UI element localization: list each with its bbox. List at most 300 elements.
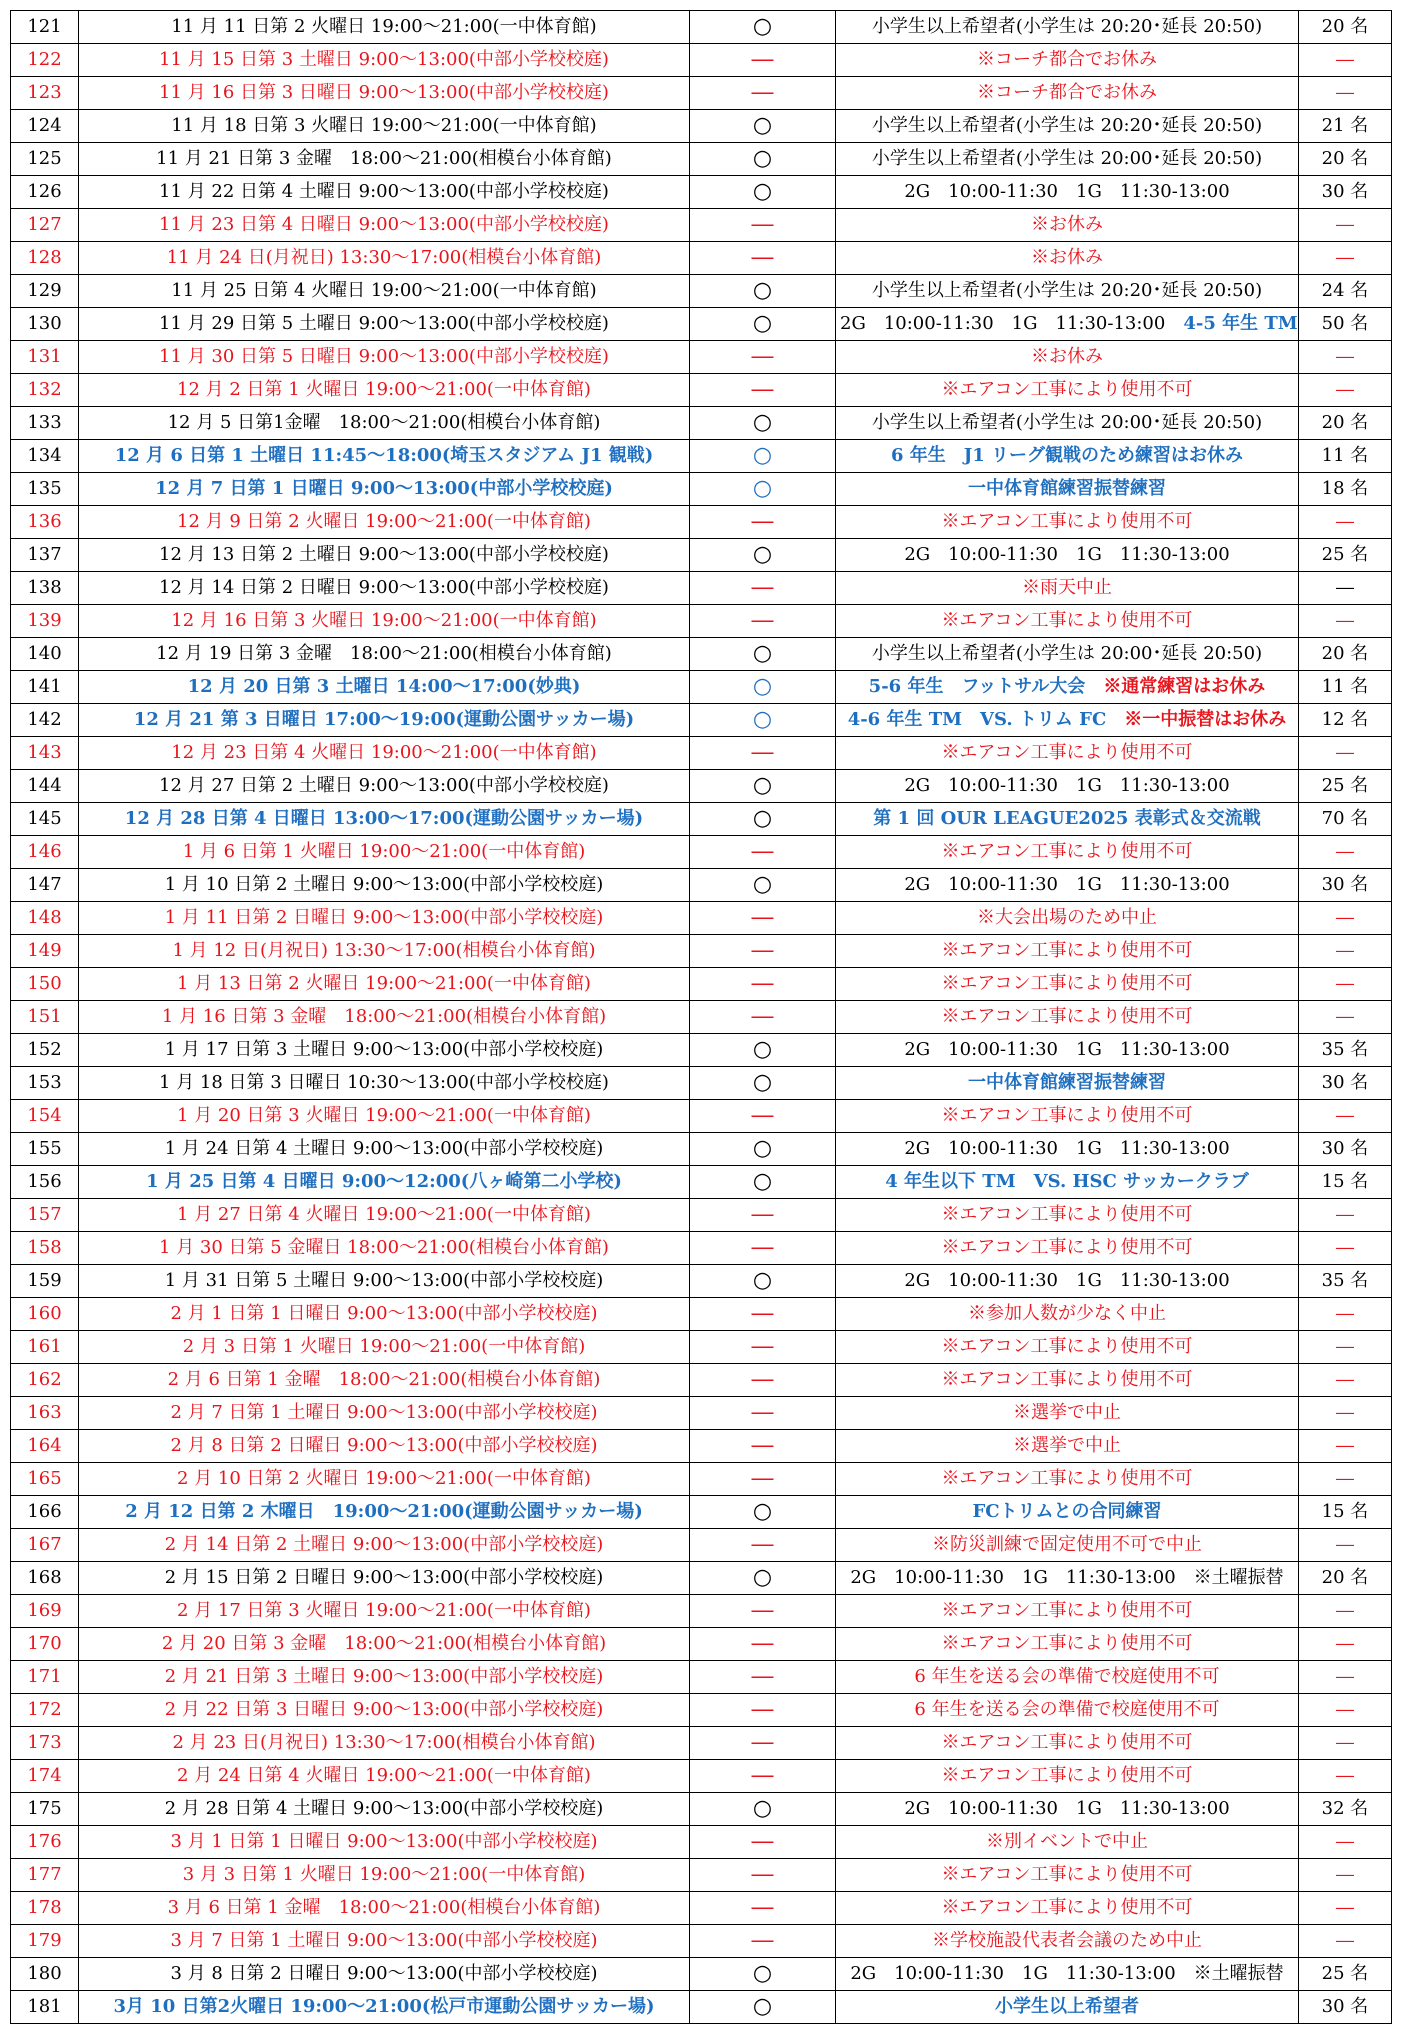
schedule-row [11,308,1392,341]
attendance-mark: ― [690,572,836,605]
participant-count: 50 名 [1299,308,1392,341]
participant-count: 30 名 [1299,1067,1392,1100]
attendance-mark: ― [690,1529,836,1562]
participant-count: ― [1299,968,1392,1001]
note [836,209,1299,242]
date-time-venue: 1 月 16 日第 3 金曜 18:00～21:00(相模台小体育館) [79,1001,690,1034]
participant-count: 20 名 [1299,143,1392,176]
attendance-mark: ― [690,1364,836,1397]
date-time-venue: 11 月 23 日第 4 日曜日 9:00～13:00(中部小学校校庭) [79,209,690,242]
schedule-row [11,737,1392,770]
schedule-row [11,209,1392,242]
date-time-venue: 1 月 25 日第 4 日曜日 9:00～12:00(八ヶ崎第二小学校) [79,1166,690,1199]
note-text: ※エアコン工事により使用不可 [941,1732,1193,1753]
note-text: ※別イベントで中止 [986,1831,1148,1852]
participant-count: ― [1299,1925,1392,1958]
attendance-mark: ○ [690,110,836,143]
note [836,1925,1299,1958]
note [836,704,1299,737]
note-text: ※エアコン工事により使用不可 [941,1633,1193,1654]
participant-count: ― [1299,1529,1392,1562]
note-text: 6 年生を送る会の準備で校庭使用不可 [914,1666,1220,1687]
date-time-venue: 2 月 8 日第 2 日曜日 9:00～13:00(中部小学校校庭) [79,1430,690,1463]
participant-count: ― [1299,1628,1392,1661]
row-number: 121 [11,11,79,44]
participant-count: ― [1299,1430,1392,1463]
row-number: 176 [11,1826,79,1859]
note-text: ※エアコン工事により使用不可 [941,511,1193,532]
row-number: 162 [11,1364,79,1397]
note [836,506,1299,539]
date-time-venue: 12 月 13 日第 2 土曜日 9:00～13:00(中部小学校校庭) [79,539,690,572]
date-time-venue: 12 月 2 日第 1 火曜日 19:00～21:00(一中体育館) [79,374,690,407]
note-text: 一中体育館練習振替練習 [968,1072,1166,1093]
participant-count: ― [1299,1397,1392,1430]
attendance-mark: ― [690,1001,836,1034]
note [836,275,1299,308]
date-time-venue: 12 月 27 日第 2 土曜日 9:00～13:00(中部小学校校庭) [79,770,690,803]
attendance-mark: ― [690,1826,836,1859]
row-number: 133 [11,407,79,440]
note [836,1892,1299,1925]
participant-count: ― [1299,1892,1392,1925]
row-number: 124 [11,110,79,143]
note [836,1034,1299,1067]
note [836,902,1299,935]
participant-count: 25 名 [1299,539,1392,572]
attendance-mark: ― [690,506,836,539]
note-text: ※エアコン工事により使用不可 [941,1006,1193,1027]
attendance-mark: ― [690,605,836,638]
note [836,143,1299,176]
row-number: 146 [11,836,79,869]
attendance-mark: ― [690,1760,836,1793]
participant-count: 12 名 [1299,704,1392,737]
schedule-row [11,1925,1392,1958]
schedule-row [11,605,1392,638]
attendance-mark: ○ [690,1067,836,1100]
schedule-body [11,11,1392,2024]
schedule-row [11,1496,1392,1529]
date-time-venue: 3 月 8 日第 2 日曜日 9:00～13:00(中部小学校校庭) [79,1958,690,1991]
date-time-venue: 12 月 6 日第 1 土曜日 11:45～18:00(埼玉スタジアム J1 観戦) [79,440,690,473]
schedule-row [11,902,1392,935]
note [836,1265,1299,1298]
schedule-row [11,1892,1392,1925]
schedule-row [11,1199,1392,1232]
date-time-venue: 12 月 7 日第 1 日曜日 9:00～13:00(中部小学校校庭) [79,473,690,506]
note-text: ※エアコン工事により使用不可 [941,940,1193,961]
note [836,1859,1299,1892]
row-number: 150 [11,968,79,1001]
date-time-venue: 2 月 22 日第 3 日曜日 9:00～13:00(中部小学校校庭) [79,1694,690,1727]
date-time-venue: 12 月 14 日第 2 日曜日 9:00～13:00(中部小学校校庭) [79,572,690,605]
participant-count: 21 名 [1299,110,1392,143]
note [836,572,1299,605]
row-number: 145 [11,803,79,836]
attendance-mark: ― [690,1430,836,1463]
note-text: FCトリムとの合同練習 [972,1501,1162,1522]
note [836,1397,1299,1430]
row-number: 175 [11,1793,79,1826]
note [836,1694,1299,1727]
note-text: ※学校施設代表者会議のため中止 [932,1930,1202,1951]
note-text: 4-6 年生 TM VS. トリム FC [847,709,1107,730]
schedule-row [11,1628,1392,1661]
date-time-venue: 3 月 1 日第 1 日曜日 9:00～13:00(中部小学校校庭) [79,1826,690,1859]
schedule-row [11,836,1392,869]
row-number: 147 [11,869,79,902]
schedule-row [11,869,1392,902]
participant-count: ― [1299,77,1392,110]
row-number: 142 [11,704,79,737]
row-number: 134 [11,440,79,473]
date-time-venue: 2 月 28 日第 4 土曜日 9:00～13:00(中部小学校校庭) [79,1793,690,1826]
schedule-row [11,1859,1392,1892]
attendance-mark: ― [690,1232,836,1265]
note [836,308,1299,341]
note-text: ※お休み [1031,346,1103,367]
attendance-mark: ― [690,44,836,77]
attendance-mark: ― [690,1199,836,1232]
note [836,968,1299,1001]
note-text: ※大会出場のため中止 [977,907,1157,928]
participant-count: ― [1299,836,1392,869]
row-number: 178 [11,1892,79,1925]
attendance-mark: ○ [690,671,836,704]
participant-count: 32 名 [1299,1793,1392,1826]
note [836,1958,1299,1991]
schedule-row [11,1793,1392,1826]
schedule-row [11,803,1392,836]
row-number: 163 [11,1397,79,1430]
attendance-mark: ― [690,341,836,374]
attendance-mark: ― [690,935,836,968]
schedule-row [11,638,1392,671]
schedule-row [11,1364,1392,1397]
note-text: 小学生以上希望者(小学生は 20:00･延長 20:50) [871,412,1263,433]
schedule-row [11,110,1392,143]
note-text: 2G 10:00-11:30 1G 11:30-13:00 [904,775,1230,796]
row-number: 126 [11,176,79,209]
schedule-table [10,10,1392,2024]
note-text: 2G 10:00-11:30 1G 11:30-13:00 [840,313,1166,334]
note-text: ※エアコン工事により使用不可 [941,1897,1193,1918]
date-time-venue: 2 月 7 日第 1 土曜日 9:00～13:00(中部小学校校庭) [79,1397,690,1430]
date-time-venue: 1 月 20 日第 3 火曜日 19:00～21:00(一中体育館) [79,1100,690,1133]
note [836,539,1299,572]
note [836,176,1299,209]
row-number: 168 [11,1562,79,1595]
note-text: 5-6 年生 フットサル大会 [868,676,1086,697]
date-time-venue: 11 月 15 日第 3 土曜日 9:00～13:00(中部小学校校庭) [79,44,690,77]
attendance-mark: ― [690,1463,836,1496]
participant-count: 30 名 [1299,176,1392,209]
participant-count: 30 名 [1299,869,1392,902]
note-text: ※エアコン工事により使用不可 [941,1336,1193,1357]
participant-count: ― [1299,902,1392,935]
note [836,1430,1299,1463]
schedule-row [11,176,1392,209]
note [836,1595,1299,1628]
row-number: 143 [11,737,79,770]
participant-count: 11 名 [1299,671,1392,704]
date-time-venue: 1 月 11 日第 2 日曜日 9:00～13:00(中部小学校校庭) [79,902,690,935]
note-text: 2G 10:00-11:30 1G 11:30-13:00 [904,181,1230,202]
participant-count: ― [1299,1364,1392,1397]
participant-count: ― [1299,935,1392,968]
participant-count: ― [1299,1595,1392,1628]
row-number: 166 [11,1496,79,1529]
note [836,1826,1299,1859]
attendance-mark: ― [690,1892,836,1925]
date-time-venue: 1 月 17 日第 3 土曜日 9:00～13:00(中部小学校校庭) [79,1034,690,1067]
note-text: ※エアコン工事により使用不可 [941,1369,1193,1390]
schedule-row [11,1463,1392,1496]
date-time-venue: 1 月 12 日(月祝日) 13:30～17:00(相模台小体育館) [79,935,690,968]
participant-count: ― [1299,374,1392,407]
date-time-venue: 1 月 6 日第 1 火曜日 19:00～21:00(一中体育館) [79,836,690,869]
row-number: 148 [11,902,79,935]
date-time-venue: 12 月 5 日第1金曜 18:00～21:00(相模台小体育館) [79,407,690,440]
participant-count: 20 名 [1299,638,1392,671]
attendance-mark: ― [690,1595,836,1628]
date-time-venue: 3月 10 日第2火曜日 19:00～21:00(松戸市運動公園サッカー場) [79,1991,690,2024]
row-number: 152 [11,1034,79,1067]
attendance-mark: ○ [690,440,836,473]
attendance-mark: ○ [690,704,836,737]
date-time-venue: 3 月 7 日第 1 土曜日 9:00～13:00(中部小学校校庭) [79,1925,690,1958]
schedule-row [11,1397,1392,1430]
note [836,1727,1299,1760]
participant-count: 15 名 [1299,1496,1392,1529]
date-time-venue: 1 月 24 日第 4 土曜日 9:00～13:00(中部小学校校庭) [79,1133,690,1166]
participant-count: ― [1299,1463,1392,1496]
note-text: 6 年生 J1 リーグ観戦のため練習はお休み [890,445,1244,466]
attendance-mark: ○ [690,1133,836,1166]
row-number: 138 [11,572,79,605]
note [836,1364,1299,1397]
date-time-venue: 11 月 21 日第 3 金曜 18:00～21:00(相模台小体育館) [79,143,690,176]
date-time-venue: 12 月 23 日第 4 火曜日 19:00～21:00(一中体育館) [79,737,690,770]
note-text: ※防災訓練で固定使用不可で中止 [932,1534,1202,1555]
attendance-mark: ― [690,242,836,275]
row-number: 123 [11,77,79,110]
date-time-venue: 2 月 10 日第 2 火曜日 19:00～21:00(一中体育館) [79,1463,690,1496]
attendance-mark: ○ [690,143,836,176]
note [836,1628,1299,1661]
participant-count: 24 名 [1299,275,1392,308]
participant-count: 25 名 [1299,1958,1392,1991]
date-time-venue: 11 月 24 日(月祝日) 13:30～17:00(相模台小体育館) [79,242,690,275]
note-text: 2G 10:00-11:30 1G 11:30-13:00 ※土曜振替 [850,1567,1284,1588]
note-text: ※雨天中止 [1022,577,1112,598]
note-text: ※選挙で中止 [1013,1402,1121,1423]
note-text: ※エアコン工事により使用不可 [941,1600,1193,1621]
date-time-venue: 11 月 22 日第 4 土曜日 9:00～13:00(中部小学校校庭) [79,176,690,209]
note [836,605,1299,638]
note-text: ※エアコン工事により使用不可 [941,1204,1193,1225]
date-time-venue: 11 月 16 日第 3 日曜日 9:00～13:00(中部小学校校庭) [79,77,690,110]
attendance-mark: ― [690,1925,836,1958]
note-text: 2G 10:00-11:30 1G 11:30-13:00 [904,1798,1230,1819]
row-number: 140 [11,638,79,671]
schedule-row [11,440,1392,473]
attendance-mark: ― [690,1397,836,1430]
note [836,935,1299,968]
row-number: 122 [11,44,79,77]
date-time-venue: 12 月 20 日第 3 土曜日 14:00～17:00(妙典) [79,671,690,704]
schedule-row [11,1100,1392,1133]
date-time-venue: 2 月 24 日第 4 火曜日 19:00～21:00(一中体育館) [79,1760,690,1793]
row-number: 174 [11,1760,79,1793]
participant-count: 11 名 [1299,440,1392,473]
row-number: 128 [11,242,79,275]
schedule-row [11,143,1392,176]
schedule-row [11,1991,1392,2024]
schedule-row [11,1133,1392,1166]
date-time-venue: 12 月 21 第 3 日曜日 17:00～19:00(運動公園サッカー場) [79,704,690,737]
participant-count: ― [1299,1826,1392,1859]
note-text: 小学生以上希望者 [995,1996,1139,2017]
note-text: 小学生以上希望者(小学生は 20:20･延長 20:50) [871,16,1263,37]
attendance-mark: ― [690,77,836,110]
row-number: 179 [11,1925,79,1958]
note-text: ※エアコン工事により使用不可 [941,379,1193,400]
schedule-row [11,671,1392,704]
participant-count: 18 名 [1299,473,1392,506]
participant-count: ― [1299,1859,1392,1892]
schedule-row [11,704,1392,737]
attendance-mark: ○ [690,1496,836,1529]
note [836,1331,1299,1364]
date-time-venue: 12 月 16 日第 3 火曜日 19:00～21:00(一中体育館) [79,605,690,638]
note-text: ※エアコン工事により使用不可 [941,1237,1193,1258]
schedule-row [11,1694,1392,1727]
schedule-row [11,1001,1392,1034]
date-time-venue: 11 月 30 日第 5 日曜日 9:00～13:00(中部小学校校庭) [79,341,690,374]
attendance-mark: ○ [690,869,836,902]
note-text: 2G 10:00-11:30 1G 11:30-13:00 [904,1138,1230,1159]
note-text: ※エアコン工事により使用不可 [941,1864,1193,1885]
participant-count: ― [1299,1727,1392,1760]
note [836,1760,1299,1793]
note-text: ※コーチ都合でお休み [977,82,1157,103]
participant-count: ― [1299,1001,1392,1034]
note-text: ※お休み [1031,214,1103,235]
participant-count: ― [1299,1661,1392,1694]
attendance-mark: ○ [690,473,836,506]
attendance-mark: ○ [690,1562,836,1595]
note-text: ※エアコン工事により使用不可 [941,1105,1193,1126]
schedule-row [11,1430,1392,1463]
note [836,1166,1299,1199]
schedule-row [11,1034,1392,1067]
schedule-row [11,1265,1392,1298]
note [836,110,1299,143]
attendance-mark: ○ [690,1991,836,2024]
attendance-mark: ― [690,1727,836,1760]
date-time-venue: 1 月 13 日第 2 火曜日 19:00～21:00(一中体育館) [79,968,690,1001]
row-number: 141 [11,671,79,704]
participant-count: ― [1299,605,1392,638]
note [836,374,1299,407]
attendance-mark: ― [690,374,836,407]
date-time-venue: 2 月 12 日第 2 木曜日 19:00～21:00(運動公園サッカー場) [79,1496,690,1529]
date-time-venue: 2 月 1 日第 1 日曜日 9:00～13:00(中部小学校校庭) [79,1298,690,1331]
row-number: 158 [11,1232,79,1265]
date-time-venue: 11 月 18 日第 3 火曜日 19:00～21:00(一中体育館) [79,110,690,143]
schedule-row [11,968,1392,1001]
attendance-mark: ― [690,1100,836,1133]
note [836,671,1299,704]
participant-count: ― [1299,44,1392,77]
note [836,1529,1299,1562]
row-number: 149 [11,935,79,968]
attendance-mark: ○ [690,770,836,803]
attendance-mark: ○ [690,1034,836,1067]
attendance-mark: ― [690,1331,836,1364]
note-text: 第 1 回 OUR LEAGUE2025 表彰式＆交流戦 [873,808,1261,829]
attendance-mark: ○ [690,1166,836,1199]
date-time-venue: 12 月 9 日第 2 火曜日 19:00～21:00(一中体育館) [79,506,690,539]
date-time-venue: 11 月 11 日第 2 火曜日 19:00～21:00(一中体育館) [79,11,690,44]
schedule-row [11,275,1392,308]
note [836,869,1299,902]
date-time-venue: 1 月 30 日第 5 金曜日 18:00～21:00(相模台小体育館) [79,1232,690,1265]
note [836,1661,1299,1694]
note [836,77,1299,110]
participant-count: ― [1299,1694,1392,1727]
attendance-mark: ○ [690,11,836,44]
note [836,1001,1299,1034]
row-number: 169 [11,1595,79,1628]
participant-count: 15 名 [1299,1166,1392,1199]
note [836,1991,1299,2024]
note-text: ※コーチ都合でお休み [977,49,1157,70]
row-number: 172 [11,1694,79,1727]
attendance-mark: ― [690,737,836,770]
note-text: ※参加人数が少なく中止 [968,1303,1166,1324]
row-number: 161 [11,1331,79,1364]
participant-count: 20 名 [1299,11,1392,44]
attendance-mark: ○ [690,1958,836,1991]
row-number: 125 [11,143,79,176]
note [836,44,1299,77]
row-number: 135 [11,473,79,506]
note [836,1232,1299,1265]
schedule-row [11,1562,1392,1595]
row-number: 130 [11,308,79,341]
row-number: 170 [11,1628,79,1661]
row-number: 136 [11,506,79,539]
note [836,1067,1299,1100]
schedule-row [11,935,1392,968]
participant-count: ― [1299,1199,1392,1232]
participant-count: 35 名 [1299,1034,1392,1067]
date-time-venue: 2 月 15 日第 2 日曜日 9:00～13:00(中部小学校校庭) [79,1562,690,1595]
date-time-venue: 11 月 29 日第 5 土曜日 9:00～13:00(中部小学校校庭) [79,308,690,341]
note [836,638,1299,671]
participant-count: ― [1299,1298,1392,1331]
participant-count: 70 名 [1299,803,1392,836]
schedule-row [11,1331,1392,1364]
participant-count: ― [1299,242,1392,275]
note-extra: 4-5 年生 TM [1183,313,1298,334]
note-text: 2G 10:00-11:30 1G 11:30-13:00 [904,1039,1230,1060]
note-text: 小学生以上希望者(小学生は 20:20･延長 20:50) [871,280,1263,301]
note-text: ※エアコン工事により使用不可 [941,1468,1193,1489]
